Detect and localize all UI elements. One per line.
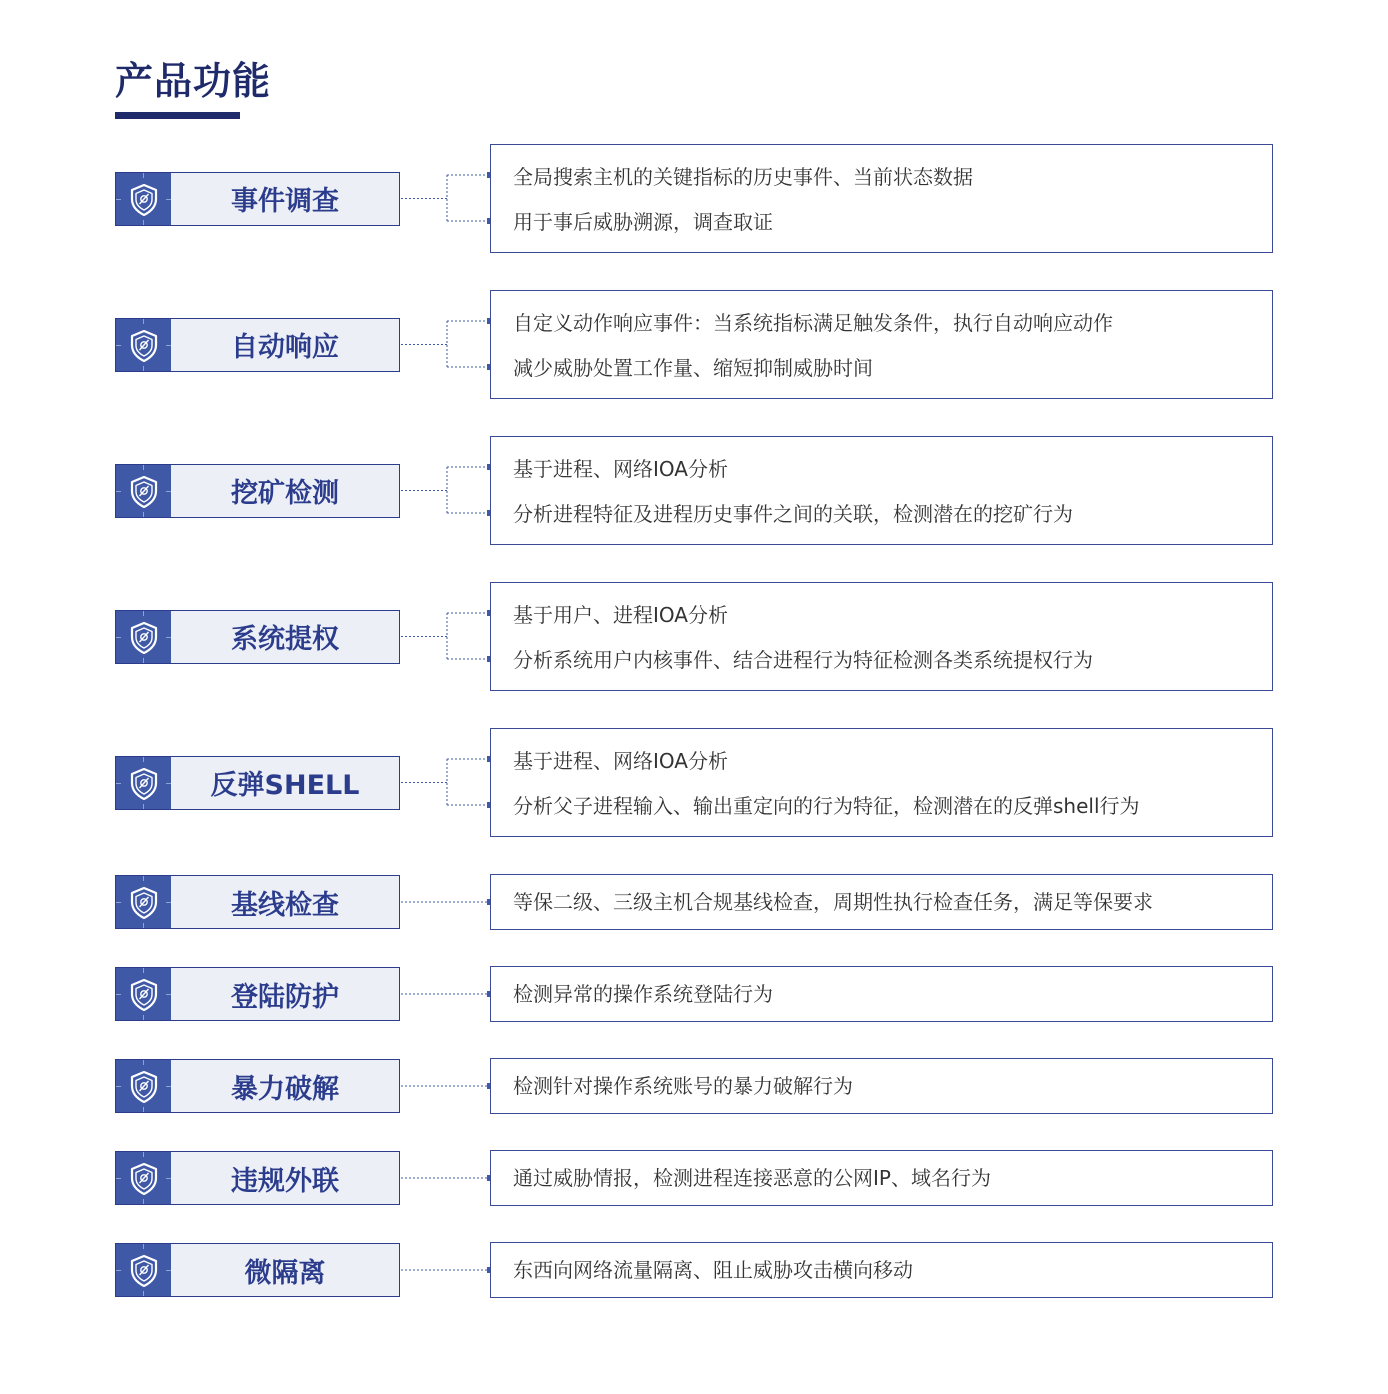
title-underline [115, 112, 240, 119]
feature-label-box [115, 967, 400, 1021]
feature-name: 基线检查 [231, 889, 339, 921]
description-box [490, 1150, 1273, 1206]
icon-cell [116, 968, 171, 1020]
feature-label-box [115, 464, 400, 518]
description-line: 分析系统用户内核事件、结合进程行为特征检测各类系统提权行为 [513, 648, 1093, 672]
description-line: 通过威胁情报，检测进程连接恶意的公网IP、域名行为 [513, 1166, 991, 1190]
description-line: 全局搜索主机的关键指标的历史事件、当前状态数据 [513, 165, 973, 189]
feature-name: 违规外联 [231, 1165, 339, 1197]
icon-cell [116, 611, 171, 663]
icon-cell [116, 1060, 171, 1112]
description-line: 等保二级、三级主机合规基线检查，周期性执行检查任务，满足等保要求 [513, 890, 1153, 914]
feature-name: 事件调查 [231, 186, 339, 217]
feature-name: 挖矿检测 [231, 478, 339, 509]
icon-cell [116, 876, 171, 928]
description-line: 用于事后威胁溯源，调查取证 [513, 210, 773, 234]
description-line: 基于进程、网络IOA分析 [513, 749, 728, 773]
description-box [490, 1242, 1273, 1298]
description-line: 基于用户、进程IOA分析 [513, 603, 728, 627]
feature-name: 系统提权 [231, 624, 339, 655]
description-line: 东西向网络流量隔离、阻止威胁攻击横向移动 [513, 1258, 913, 1282]
feature-label-box [115, 756, 400, 810]
description-line: 分析父子进程输入、输出重定向的行为特征，检测潜在的反弹shell行为 [513, 794, 1140, 818]
feature-label-box [115, 1151, 400, 1205]
description-box [490, 144, 1273, 253]
feature-name: 暴力破解 [231, 1073, 339, 1105]
icon-cell [116, 173, 171, 225]
description-line: 基于进程、网络IOA分析 [513, 457, 728, 481]
feature-label-box [115, 318, 400, 372]
icon-cell [116, 319, 171, 371]
description-line: 检测针对操作系统账号的暴力破解行为 [513, 1074, 853, 1098]
feature-name: 自动响应 [231, 332, 339, 363]
feature-name: 登陆防护 [231, 981, 339, 1013]
description-box [490, 874, 1273, 930]
icon-cell [116, 1244, 171, 1296]
feature-label-box [115, 1243, 400, 1297]
icon-cell [116, 465, 171, 517]
description-line: 减少威胁处置工作量、缩短抑制威胁时间 [513, 356, 873, 380]
feature-name: 微隔离 [244, 1257, 326, 1289]
feature-label-box [115, 172, 400, 226]
description-line: 自定义动作响应事件：当系统指标满足触发条件，执行自动响应动作 [513, 311, 1113, 335]
description-box [490, 436, 1273, 545]
description-box [490, 290, 1273, 399]
connector-line [400, 0, 495, 1394]
feature-label-box [115, 610, 400, 664]
feature-label-box [115, 1059, 400, 1113]
feature-label-box [115, 875, 400, 929]
description-line: 检测异常的操作系统登陆行为 [513, 982, 773, 1006]
description-line: 分析进程特征及进程历史事件之间的关联，检测潜在的挖矿行为 [513, 502, 1073, 526]
description-box [490, 728, 1273, 837]
page-title: 产品功能 [115, 59, 272, 103]
icon-cell [116, 757, 171, 809]
feature-name: 反弹SHELL [210, 770, 360, 801]
description-box [490, 966, 1273, 1022]
description-box [490, 1058, 1273, 1114]
icon-cell [116, 1152, 171, 1204]
description-box [490, 582, 1273, 691]
